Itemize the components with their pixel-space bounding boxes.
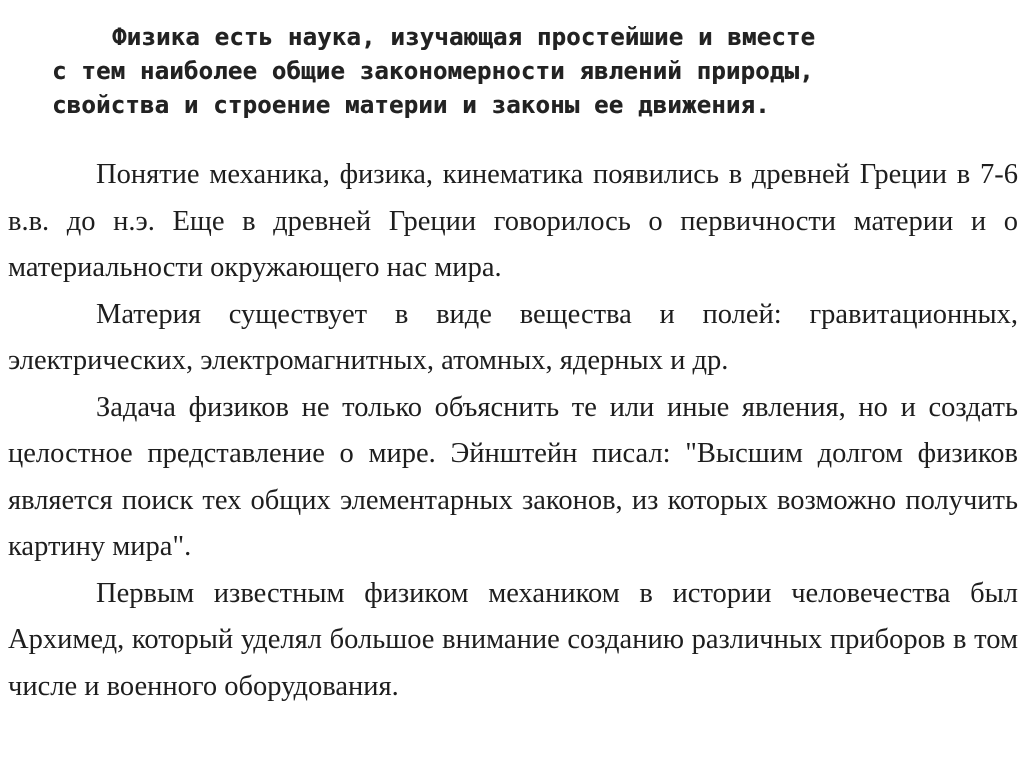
paragraph-matter: Материя существует в виде вещества и полей: гравитационных, электрических, электромагнитных, атомных, ядерных и др. — [8, 298, 1018, 376]
paragraph-archimedes: Первым известным физиком механиком в истории человечества был Архимед, который уделял большое внимание созданию различных приборов в том числе и военного оборудования. — [8, 577, 1018, 702]
definition-line-1: Физика есть наука, изучающая простейшие и вместе — [112, 23, 816, 51]
definition-line-2: с тем наиболее общие закономерности явлений природы, — [52, 57, 814, 85]
paragraph-task-of-physicists: Задача физиков не только объяснить те или иные явления, но и создать целостное представление о мире. Эйнштейн писал: "Высшим долгом физиков является поиск тех общих элементарных законов, из которых возможно получить картину мира". — [8, 391, 1018, 562]
body-text — [8, 152, 1018, 710]
paragraph-history: Понятие механика, физика, кинематика появились в древней Греции в 7-6 в.в. до н.э. Еще в древней Греции говорилось о первичности материи и о материальности окружающего нас мира. — [8, 159, 1018, 283]
definition-line-3: свойства и строение материи и законы ее движения. — [52, 91, 770, 119]
physics-definition-block — [52, 20, 982, 122]
